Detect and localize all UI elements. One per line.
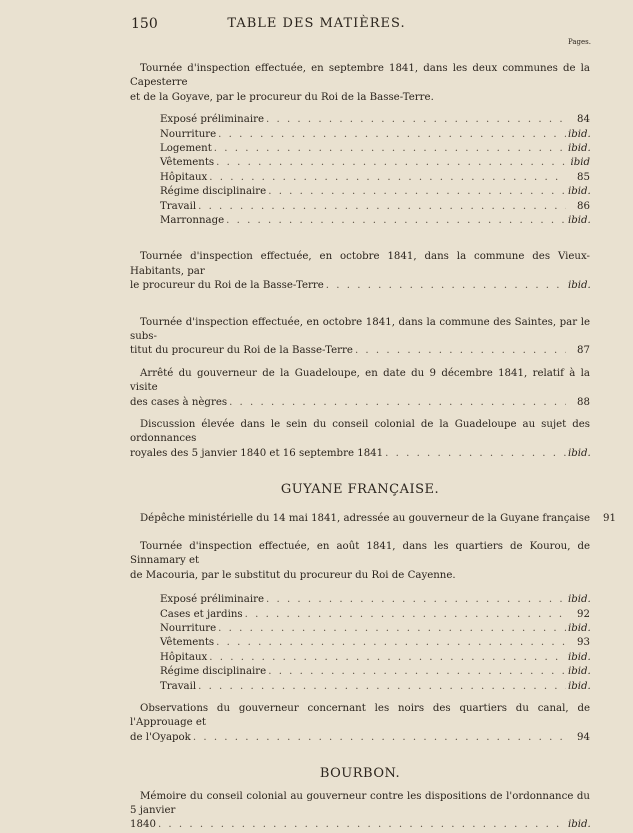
toc-subitem[interactable]: Travail . . . ibid. <box>160 680 590 694</box>
entry-text: Tournée d'inspection effectuée, en septembre 1841, dans les deux communes de la Capesterre <box>130 63 590 89</box>
toc-entry-discussion[interactable] <box>130 418 590 461</box>
entry-text-cont: royales des 5 janvier 1840 et 16 septembre 1841 <box>130 447 384 459</box>
page-ref: ibid. <box>568 280 591 292</box>
toc-subitem[interactable]: Régime disciplinaire . . . ibid. <box>160 665 590 679</box>
page-ref: ibid. <box>568 186 591 198</box>
section-heading-bourbon: BOURBON. <box>319 766 401 782</box>
page-header <box>0 16 633 36</box>
entry-text-cont: de l'Oyapok <box>130 731 191 743</box>
pages-column-label: Pages. <box>567 38 591 46</box>
entry-text: Arrêté du gouverneur de la Guadeloupe, en date du 9 décembre 1841, relatif à la visite <box>130 367 590 394</box>
table-of-contents <box>130 62 617 833</box>
page-ref: 88 <box>577 396 590 408</box>
toc-subitem[interactable]: Régime disciplinaire . . . ibid. <box>160 185 590 199</box>
entry-text: Observations du gouverneur concernant les noirs des quartiers du canal, de l'Approuage et <box>130 702 590 729</box>
toc-subitem[interactable]: Vêtements . . . ibid <box>160 156 590 170</box>
toc-entry-saintes[interactable] <box>130 316 590 359</box>
entry-text-cont: 1840 <box>130 819 156 831</box>
entry-text-cont: de Macouria, par le substitut du procureur du Roi de Cayenne. <box>130 569 456 581</box>
toc-subitem[interactable]: Exposé préliminaire . . . ibid. <box>160 593 590 607</box>
page-ref: ibid. <box>568 623 591 635</box>
toc-subitem[interactable]: Travail . . . 86 <box>160 200 590 214</box>
page-ref: ibid. <box>568 819 591 831</box>
toc-entry-memoire[interactable] <box>130 790 590 833</box>
toc-subitem[interactable]: Hôpitaux . . . 85 <box>160 171 590 185</box>
toc-entry-arrete[interactable] <box>130 367 590 410</box>
entry-text: Tournée d'inspection effectuée, en août 1841, dans les quartiers de Kourou, de Sinnamary et <box>130 541 590 567</box>
toc-entry-kourou[interactable] <box>130 540 590 583</box>
toc-entry-vieux-habitants[interactable] <box>130 250 590 293</box>
toc-subitem[interactable]: Marronnage . . . ibid. <box>160 214 590 228</box>
entry-text: Discussion élevée dans le sein du conseil colonial de la Guadeloupe au sujet des ordonnances <box>130 419 590 445</box>
toc-subitem[interactable]: Nourriture . . . ibid. <box>160 128 590 142</box>
page-ref: ibid. <box>568 214 591 226</box>
page-ref: ibid. <box>568 651 591 663</box>
toc-subitem[interactable]: Nourriture . . . ibid. <box>160 622 590 636</box>
entry-text-cont: le procureur du Roi de la Basse-Terre <box>130 280 324 292</box>
entry-text-cont: titut du procureur du Roi de la Basse-Terre <box>130 345 353 357</box>
page-ref: 86 <box>577 200 590 212</box>
page-ref: ibid. <box>568 447 591 459</box>
toc-entry-depeche[interactable] <box>130 512 617 526</box>
entry-text: Dépêche ministérielle du 14 mai 1841, adressée au gouverneur de la Guyane française <box>140 512 591 524</box>
toc-subitem[interactable]: Hôpitaux . . . ibid. <box>160 651 590 665</box>
toc-entry-capesterre[interactable] <box>130 62 590 105</box>
page-ref: ibid. <box>568 594 591 606</box>
toc-entry-observations[interactable] <box>130 702 590 745</box>
page-ref: 84 <box>577 114 590 126</box>
page-ref: 92 <box>577 608 590 620</box>
entry-text-cont: et de la Goyave, par le procureur du Roi de la Basse-Terre. <box>130 91 434 103</box>
entry-text: Tournée d'inspection effectuée, en octobre 1841, dans la commune des Vieux-Habitants, par <box>130 251 590 277</box>
page-ref: ibid. <box>568 128 591 140</box>
toc-sublist-guadeloupe <box>160 113 590 228</box>
toc-subitem[interactable]: Cases et jardins . . . 92 <box>160 608 590 622</box>
toc-subitem[interactable]: Logement . . . ibid. <box>160 142 590 156</box>
page-ref: ibid <box>570 157 590 169</box>
entry-text: Tournée d'inspection effectuée, en octobre 1841, dans la commune des Saintes, par le subs- <box>130 316 590 342</box>
toc-subitem[interactable]: Vêtements . . . 93 <box>160 636 590 650</box>
page-ref: 87 <box>577 345 590 357</box>
running-title: TABLE DES MATIÈRES. <box>227 16 406 31</box>
page-ref: 94 <box>577 731 590 743</box>
page-ref: ibid. <box>568 680 591 692</box>
toc-sublist-guyane <box>160 593 590 694</box>
page-ref: ibid. <box>568 143 591 154</box>
page-ref: 85 <box>577 171 590 183</box>
section-heading-guyane: GUYANE FRANÇAISE. <box>280 482 440 498</box>
page-ref: 93 <box>577 637 590 649</box>
toc-subitem[interactable]: Exposé préliminaire . . . 84 <box>160 113 590 127</box>
entry-text: Mémoire du conseil colonial au gouverneur contre les dispositions de l'ordonnance du 5 janvier <box>130 790 590 817</box>
page-ref: ibid. <box>568 666 591 678</box>
page-ref: 91 <box>603 512 617 524</box>
page-number: 150 <box>131 16 158 32</box>
entry-text-cont: des cases à nègres <box>130 396 228 408</box>
